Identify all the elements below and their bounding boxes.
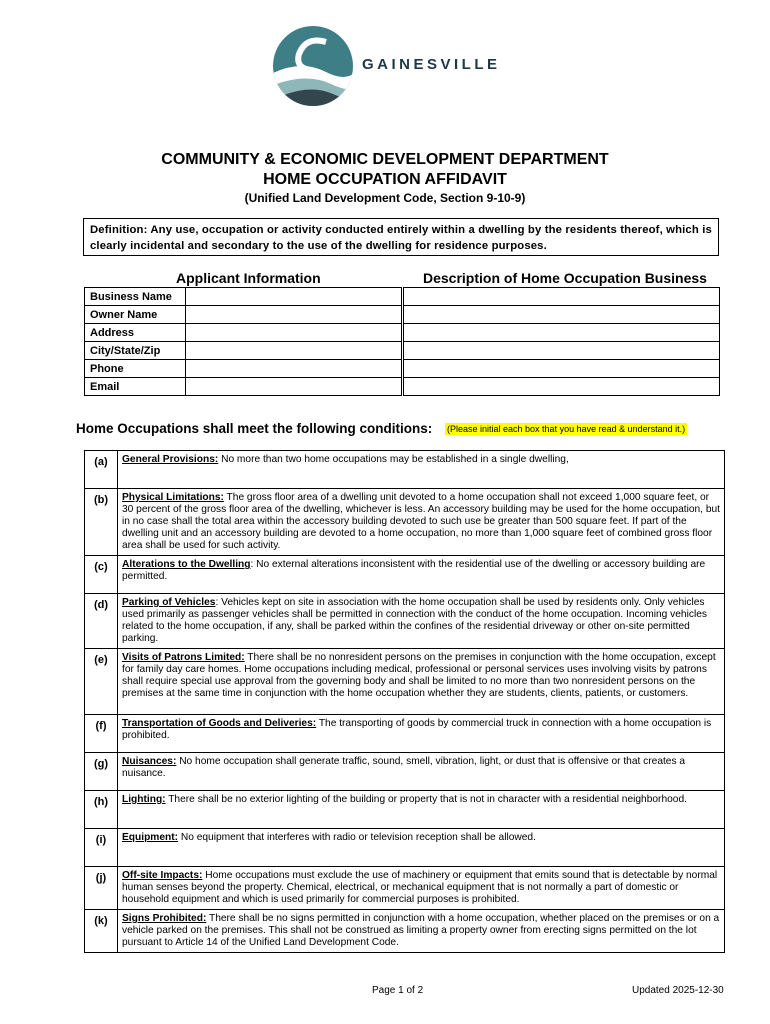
field-label: Address bbox=[85, 324, 186, 342]
initial-box[interactable]: (g) bbox=[85, 753, 118, 791]
condition-row bbox=[85, 791, 725, 829]
condition-row bbox=[85, 829, 725, 867]
initial-box[interactable]: (i) bbox=[85, 829, 118, 867]
condition-title: Equipment: bbox=[122, 832, 179, 843]
updated-date: Updated 2025-12-30 bbox=[632, 985, 724, 996]
initial-box[interactable]: (j) bbox=[85, 867, 118, 910]
condition-title: Parking of Vehicles bbox=[122, 597, 216, 608]
phone-field[interactable] bbox=[186, 360, 402, 378]
logo-mark-icon bbox=[271, 24, 361, 114]
initial-box[interactable]: (h) bbox=[85, 791, 118, 829]
conditions-table bbox=[84, 450, 725, 953]
condition-row bbox=[85, 910, 725, 953]
condition-title: Alterations to the Dwelling bbox=[122, 559, 251, 570]
condition-row bbox=[85, 451, 725, 489]
condition-text bbox=[118, 489, 725, 556]
conditions-note: (Please initial each box that you have read & understand it.) bbox=[447, 424, 686, 434]
condition-body: : Vehicles kept on site in association with the home occupation shall be used by residents only. Only vehicles used primarily as passenger vehicles shall be permitted in connection with the conduct of the home occupation. Incoming vehicles related to the home occupation, if any, shall be parked within the confines of the residential driveway or other on-site permitted parking. bbox=[122, 597, 707, 644]
condition-row bbox=[85, 867, 725, 910]
description-line[interactable] bbox=[404, 378, 720, 396]
condition-title: Transportation of Goods and Deliveries: bbox=[122, 718, 317, 729]
description-heading: Description of Home Occupation Business bbox=[423, 270, 707, 286]
table-row bbox=[85, 306, 720, 324]
condition-body: The gross floor area of a dwelling unit devoted to a home occupation shall not exceed 1,000 square feet, or 30 percent of the gross floor area of the dwelling, whichever is less. An accessory building may be used for the home occupation, but in no case shall the total area within the accessory building devoted to such use be greater than 500 square feet. If part of the dwelling unit and an accessory building are devoted to a home occupation, no more than 1,000 square feet of combined gross floor area shall be used for such activity. bbox=[122, 492, 721, 551]
condition-row bbox=[85, 556, 725, 594]
owner-name-field[interactable] bbox=[186, 306, 402, 324]
form-title: HOME OCCUPATION AFFIDAVIT bbox=[263, 171, 507, 188]
code-reference: (Unified Land Development Code, Section 9-10-9) bbox=[244, 191, 526, 205]
condition-title: Physical Limitations: bbox=[122, 492, 224, 503]
applicant-table bbox=[84, 287, 720, 396]
condition-text bbox=[118, 867, 725, 910]
definition-box: Definition: Any use, occupation or activity conducted entirely within a dwelling by the residents thereof, which is clearly incidental and secondary to the use of the dwelling for residence purposes. bbox=[83, 218, 719, 256]
condition-row bbox=[85, 715, 725, 753]
condition-title: Lighting: bbox=[122, 794, 166, 805]
condition-body: There shall be no nonresident persons on the premises in conjunction with the home occupation, except for family day care homes. Home occupations including medical, professional or personal services uses involving visits by patrons shall require special use approval from the governing body and shall be limited to no more than two nonresident persons on the premises at the same time in conjunction with the home occupation whether they are students, clients, patients, or customers. bbox=[122, 652, 716, 699]
field-label: Owner Name bbox=[85, 306, 186, 324]
initial-box[interactable]: (c) bbox=[85, 556, 118, 594]
city-state-zip-field[interactable] bbox=[186, 342, 402, 360]
table-row bbox=[85, 378, 720, 396]
condition-title: Nuisances: bbox=[122, 756, 177, 767]
description-line[interactable] bbox=[404, 306, 720, 324]
address-field[interactable] bbox=[186, 324, 402, 342]
table-row bbox=[85, 288, 720, 306]
condition-body: Home occupations must exclude the use of machinery or equipment that emits sound that is detectable by normal human senses beyond the property. Chemical, electrical, or mechanical equipment that is not normally a part of domestic or household equipment and which is used primarily for commercial purposes is prohibited. bbox=[122, 870, 718, 905]
field-label: Business Name bbox=[85, 288, 186, 306]
condition-text bbox=[118, 649, 725, 715]
condition-row bbox=[85, 649, 725, 715]
initial-box[interactable]: (d) bbox=[85, 594, 118, 649]
condition-text bbox=[118, 829, 725, 867]
department-title: COMMUNITY & ECONOMIC DEVELOPMENT DEPARTMENT bbox=[161, 151, 609, 168]
initial-box[interactable]: (b) bbox=[85, 489, 118, 556]
description-line[interactable] bbox=[404, 288, 720, 306]
logo-wordmark: GAINESVILLE bbox=[362, 56, 501, 73]
conditions-heading: Home Occupations shall meet the following conditions: bbox=[76, 421, 433, 436]
condition-text bbox=[118, 753, 725, 791]
field-label: City/State/Zip bbox=[85, 342, 186, 360]
condition-body: No more than two home occupations may be established in a single dwelling, bbox=[218, 454, 569, 465]
description-line[interactable] bbox=[404, 324, 720, 342]
condition-body: : No external alterations inconsistent with the residential use of the dwelling or accessory building are permitted. bbox=[122, 559, 706, 582]
description-line[interactable] bbox=[404, 342, 720, 360]
condition-text bbox=[118, 715, 725, 753]
initial-box[interactable]: (a) bbox=[85, 451, 118, 489]
condition-body: There shall be no exterior lighting of the building or property that is not in character with a residential neighborhood. bbox=[165, 794, 687, 805]
initial-box[interactable]: (f) bbox=[85, 715, 118, 753]
page-number: Page 1 of 2 bbox=[372, 985, 424, 996]
condition-body: No home occupation shall generate traffic, sound, smell, vibration, light, or dust that is offensive or that creates a nuisance. bbox=[122, 756, 686, 779]
description-line[interactable] bbox=[404, 360, 720, 378]
condition-title: Signs Prohibited: bbox=[122, 913, 207, 924]
condition-row bbox=[85, 753, 725, 791]
condition-text bbox=[118, 594, 725, 649]
condition-row bbox=[85, 594, 725, 649]
field-label: Email bbox=[85, 378, 186, 396]
condition-row bbox=[85, 489, 725, 556]
table-row bbox=[85, 342, 720, 360]
initial-box[interactable]: (e) bbox=[85, 649, 118, 715]
condition-text bbox=[118, 791, 725, 829]
condition-text bbox=[118, 910, 725, 953]
condition-text bbox=[118, 556, 725, 594]
condition-body: There shall be no signs permitted in conjunction with a home occupation, whether placed on the premises or on a vehicle parked on the premises. This shall not be construed as limiting a property owner from erecting signs permitted on the lot pursuant to Article 14 of the Unified Land Development Code. bbox=[122, 913, 720, 948]
table-row bbox=[85, 324, 720, 342]
gainesville-logo bbox=[271, 24, 541, 114]
business-name-field[interactable] bbox=[186, 288, 402, 306]
applicant-heading: Applicant Information bbox=[176, 270, 321, 286]
condition-title: General Provisions: bbox=[122, 454, 219, 465]
condition-body: The transporting of goods by commercial truck in connection with a home occupation is prohibited. bbox=[122, 718, 712, 741]
condition-text bbox=[118, 451, 725, 489]
condition-title: Visits of Patrons Limited: bbox=[122, 652, 245, 663]
field-label: Phone bbox=[85, 360, 186, 378]
table-row bbox=[85, 360, 720, 378]
condition-body: No equipment that interferes with radio or television reception shall be allowed. bbox=[178, 832, 536, 843]
initial-box[interactable]: (k) bbox=[85, 910, 118, 953]
email-field[interactable] bbox=[186, 378, 402, 396]
condition-title: Off-site Impacts: bbox=[122, 870, 203, 881]
